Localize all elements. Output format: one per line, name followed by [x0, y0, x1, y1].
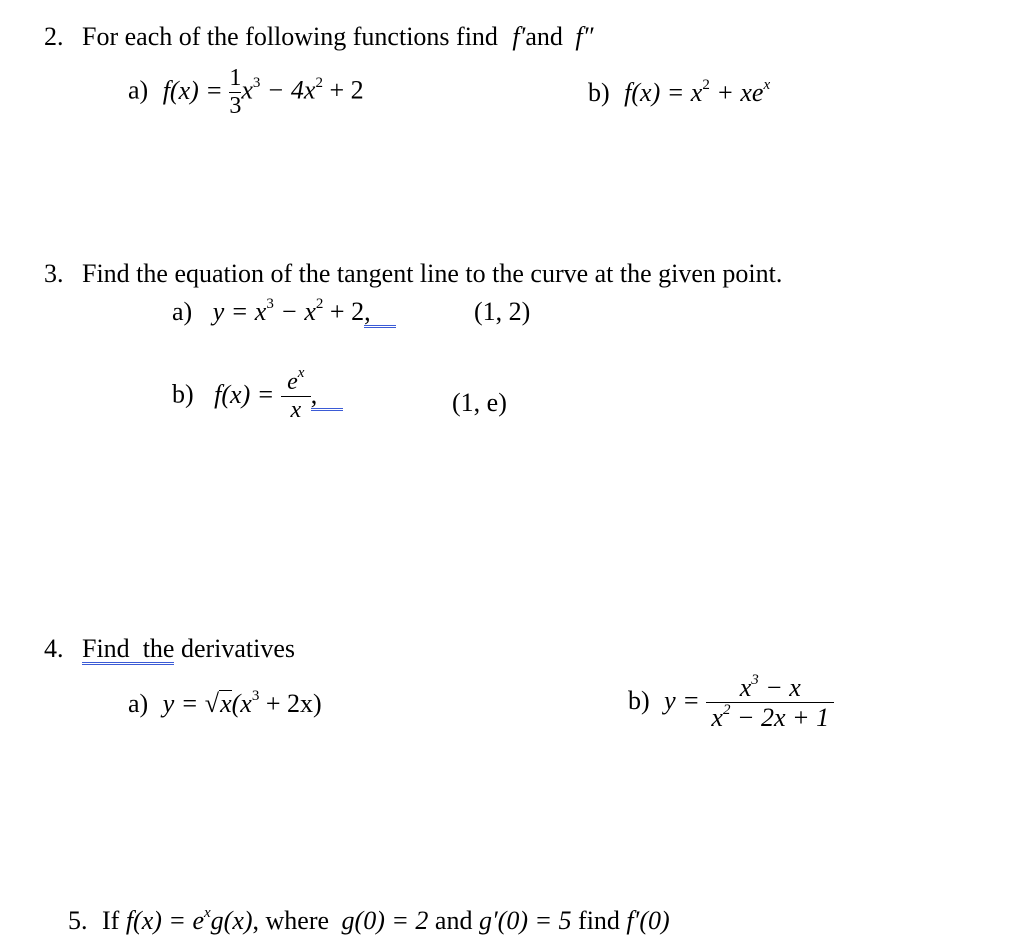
equation-f-rest: g(x) [210, 906, 253, 935]
term-2: − 4x [266, 75, 316, 105]
problem-3-statement [44, 261, 782, 287]
term-2: + xe [716, 78, 764, 107]
problem-number: 3. [44, 259, 64, 288]
comma-double-underline [364, 299, 396, 328]
base: x [711, 703, 723, 733]
base: e [287, 369, 298, 395]
problem-4-statement [44, 636, 295, 665]
point-1-e: (1, e) [452, 388, 507, 417]
word-derivatives: derivatives [180, 634, 296, 663]
term-3: + 2 [329, 297, 365, 326]
lhs: y = x [212, 297, 267, 326]
rest-term: + 2x) [265, 689, 322, 718]
lhs: y = [162, 689, 199, 718]
problem-number: 2. [44, 22, 64, 51]
problem-2-statement [44, 24, 593, 50]
numerator-rest: − x [765, 673, 801, 702]
x-term: x [241, 75, 253, 105]
exponent: 2 [315, 296, 324, 312]
denominator: 3 [229, 93, 242, 120]
exponent: 3 [252, 74, 261, 91]
if-word: If [102, 906, 120, 935]
radical-sign: √ [204, 689, 220, 718]
exponent: x [763, 77, 771, 93]
double-underlined-phrase [82, 636, 174, 665]
comma: , [310, 379, 318, 409]
paren-term: (x [231, 689, 252, 718]
where-word: , where [252, 906, 330, 935]
problem-3a [172, 296, 396, 328]
problem-text: For each of the following functions find [82, 22, 498, 51]
word-the: the [142, 634, 175, 663]
f-double-prime: f″ [575, 22, 594, 51]
exponent: 2 [315, 74, 323, 91]
g-of-zero: g(0) = 2 [341, 906, 429, 935]
problem-4a [128, 690, 322, 717]
problem-number: 5. [68, 906, 88, 935]
part-label: a) [128, 689, 149, 718]
base: x [739, 673, 752, 702]
and-word: and [434, 906, 473, 935]
numerator [706, 674, 834, 701]
find-word: find [578, 906, 620, 935]
numerator [281, 365, 311, 395]
denominator: x [290, 397, 302, 424]
exponent: x [204, 905, 211, 921]
part-label: b) [628, 685, 650, 715]
part-label: b) [172, 379, 194, 409]
rational-function [706, 674, 834, 732]
fraction-ex-over-x [281, 365, 311, 424]
exponent: x [297, 365, 305, 381]
g-prime-of-zero: g′(0) = 5 [478, 906, 572, 935]
lhs: y = [664, 685, 700, 715]
equation-f: f(x) = e [125, 906, 204, 935]
term-2: − x [280, 297, 316, 326]
lhs: f(x) = [162, 75, 223, 105]
and-word: and [525, 22, 563, 51]
numerator: 1 [229, 65, 242, 91]
exponent: 3 [751, 672, 759, 688]
exponent: 2 [722, 702, 731, 719]
problem-number: 4. [44, 634, 64, 663]
f-prime: f′ [512, 22, 526, 51]
exponent: 3 [251, 688, 260, 704]
part-label: b) [588, 78, 610, 107]
problem-5-statement [68, 905, 670, 935]
denominator [706, 704, 834, 731]
lhs: f(x) = x [624, 78, 703, 107]
fraction-one-third [229, 66, 241, 119]
problem-2b [588, 77, 771, 107]
problem-2a [128, 66, 364, 119]
f-prime-of-zero: f′(0) [626, 906, 670, 935]
denominator-rest: − 2x + 1 [736, 703, 830, 733]
problem-3b [172, 365, 343, 424]
lhs: f(x) = [214, 379, 275, 409]
exponent: 2 [702, 77, 710, 93]
comma: , [364, 297, 371, 326]
point-1-2: (1, 2) [474, 297, 531, 326]
part-label: a) [128, 75, 149, 105]
part-label: a) [172, 297, 193, 326]
problem-text: Find the equation of the tangent line to the curve at the given point. [82, 259, 783, 288]
problem-4b [628, 674, 834, 732]
term-3: + 2 [329, 75, 364, 105]
comma-double-underline [310, 379, 343, 411]
exponent: 3 [266, 296, 274, 312]
radicand: x [220, 689, 232, 718]
word-find: Find [82, 634, 130, 663]
